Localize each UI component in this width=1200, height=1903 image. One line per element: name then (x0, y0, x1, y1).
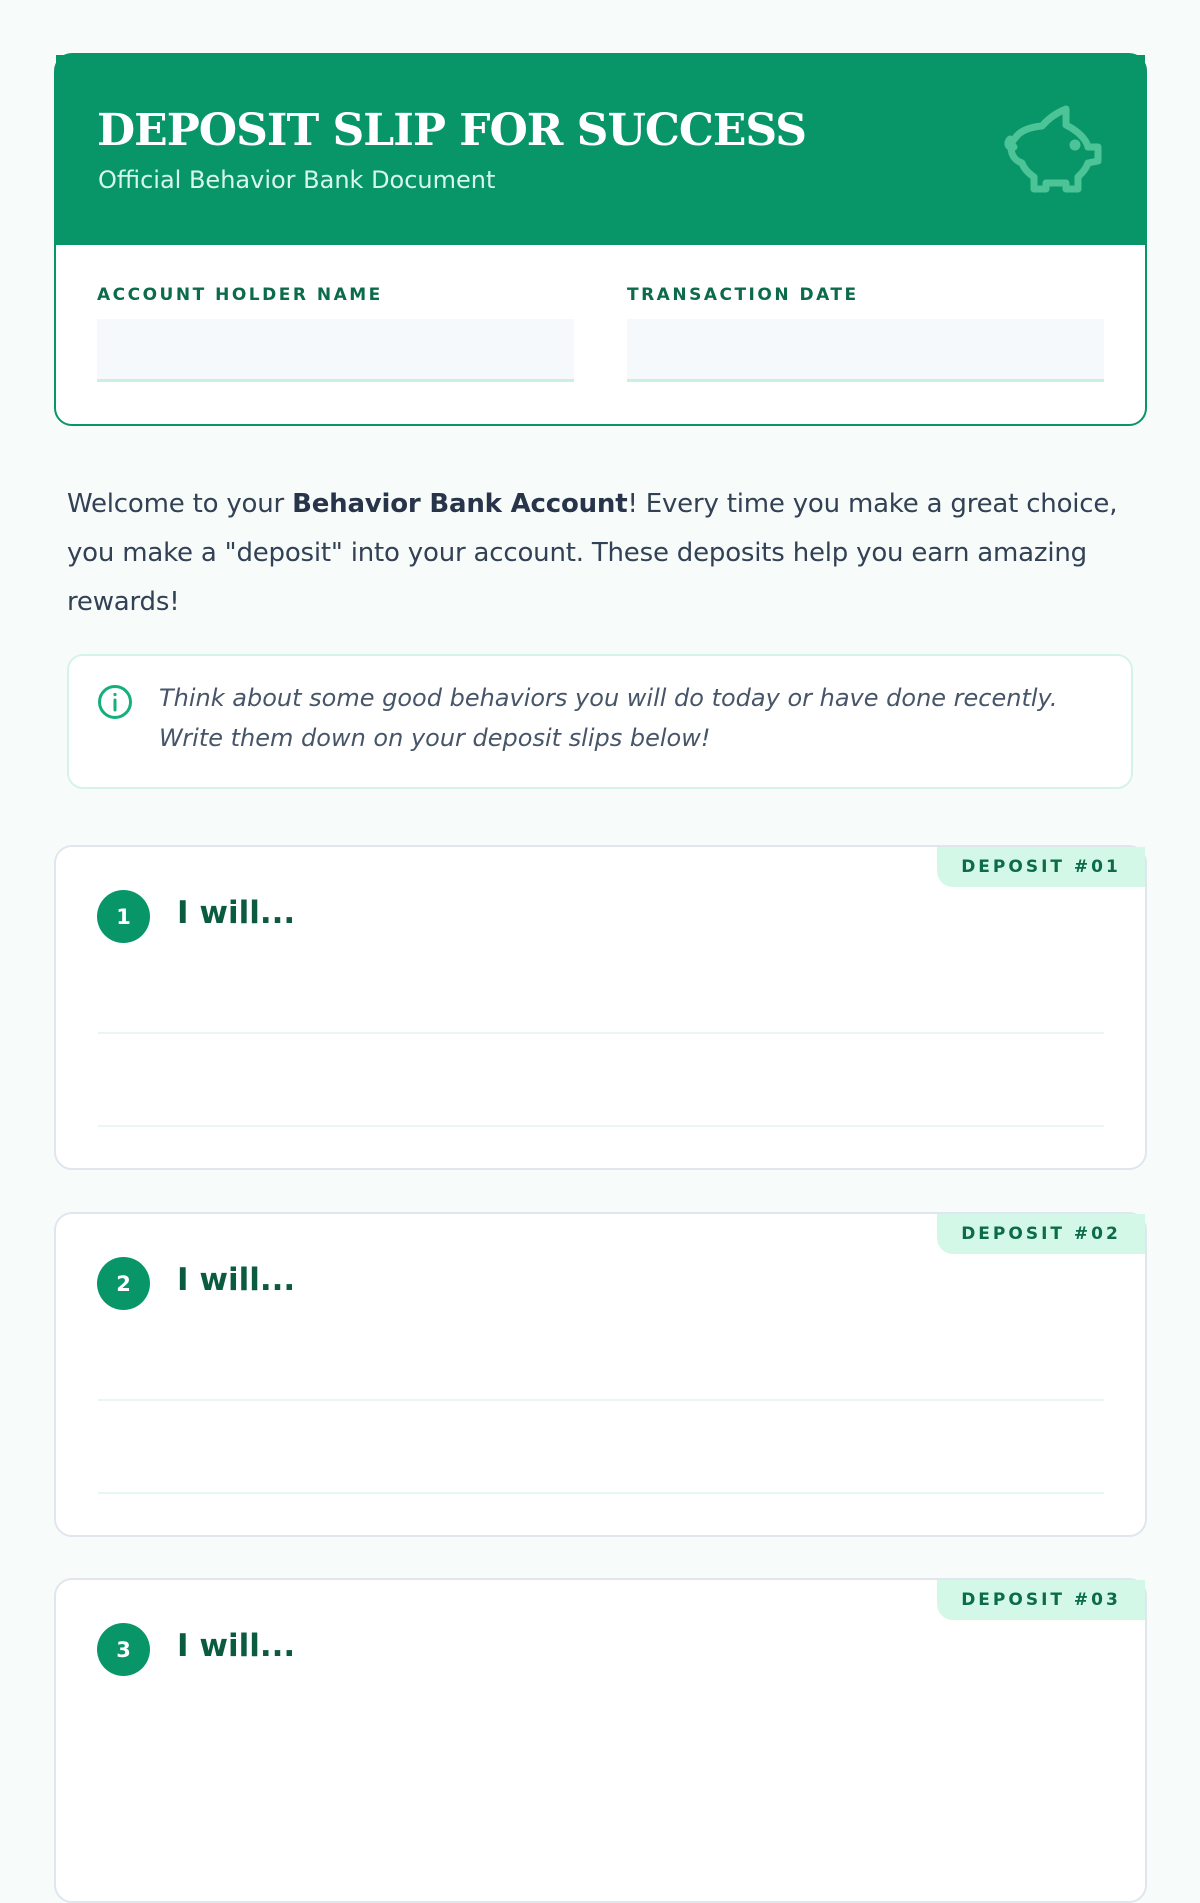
piggy-bank-icon (1000, 101, 1106, 195)
deposit-slip-header-card (54, 53, 1147, 426)
deposit-number: 2 (97, 1257, 150, 1310)
account-holder-label: ACCOUNT HOLDER NAME (97, 285, 383, 305)
info-icon (97, 684, 133, 720)
account-holder-field[interactable] (97, 319, 574, 382)
deposit-number: 1 (97, 890, 150, 943)
intro-text-end: ! Every time you make a great choice, you make a "deposit" into your account. These deposits help you earn amazing rewards! (67, 489, 1118, 617)
transaction-date-label: TRANSACTION DATE (627, 285, 859, 305)
deposit-badge: DEPOSIT #02 (937, 1214, 1145, 1254)
intro-bold-text: Behavior Bank Account (292, 489, 628, 519)
intro-text-start: Welcome to your (67, 489, 293, 519)
deposit-card (54, 1578, 1147, 1903)
transaction-date-field[interactable] (627, 319, 1104, 382)
page-subtitle: Official Behavior Bank Document (98, 166, 496, 194)
deposit-prompt: I will... (177, 1262, 296, 1298)
deposit-prompt: I will... (177, 895, 296, 931)
deposit-card (54, 1212, 1147, 1537)
deposit-badge: DEPOSIT #01 (937, 847, 1145, 887)
writing-line[interactable] (98, 1399, 1104, 1401)
info-callout (67, 654, 1133, 789)
writing-line[interactable] (98, 1125, 1104, 1127)
intro-paragraph (67, 480, 1142, 627)
deposit-prompt: I will... (177, 1628, 296, 1664)
deposit-card (54, 845, 1147, 1170)
writing-line[interactable] (98, 1492, 1104, 1494)
deposit-badge: DEPOSIT #03 (937, 1580, 1145, 1620)
page-title: DEPOSIT SLIP FOR SUCCESS (97, 105, 806, 156)
info-text: Think about some good behaviors you will do today or have done recently. Write them down on your deposit slips below! (159, 684, 1058, 752)
header-band (56, 55, 1145, 245)
writing-line[interactable] (98, 1032, 1104, 1034)
deposit-number: 3 (97, 1623, 150, 1676)
